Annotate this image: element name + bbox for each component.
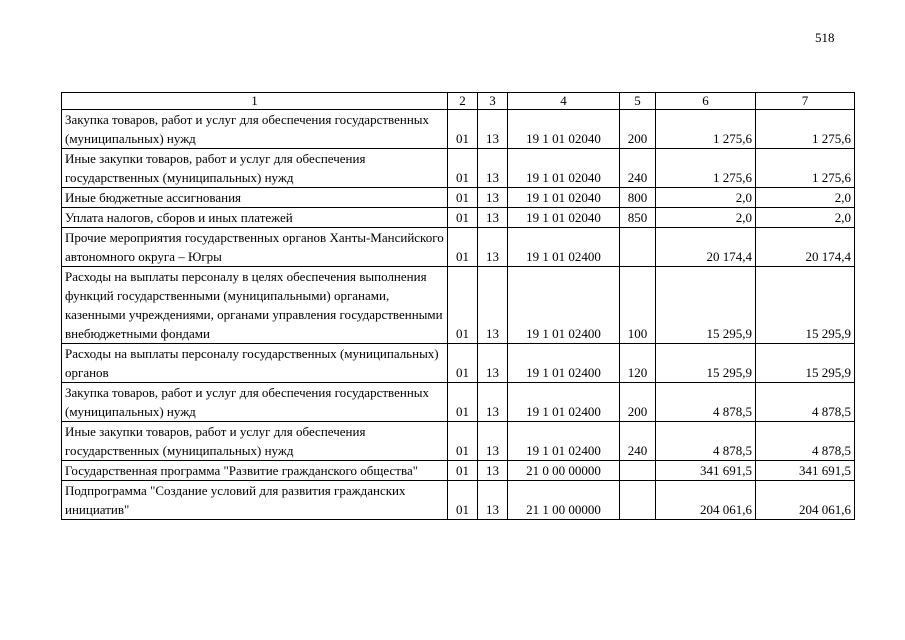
- subsection-code: 13: [478, 188, 508, 208]
- table-header-row: [62, 93, 855, 110]
- target-article-code: 19 1 01 02400: [508, 383, 620, 422]
- header-col-5: 5: [620, 93, 656, 110]
- amount-col-7: 4 878,5: [756, 422, 855, 461]
- section-code: 01: [448, 422, 478, 461]
- amount-col-7: 204 061,6: [756, 481, 855, 520]
- table-row: [62, 422, 855, 461]
- target-article-code: 19 1 01 02040: [508, 110, 620, 149]
- budget-table: [61, 92, 855, 520]
- expense-name: Прочие мероприятия государственных органов Ханты-Мансийского автономного округа – Югры: [62, 228, 448, 267]
- amount-col-7: 2,0: [756, 208, 855, 228]
- section-code: 01: [448, 344, 478, 383]
- amount-col-7: 20 174,4: [756, 228, 855, 267]
- expense-type-code: 240: [620, 422, 656, 461]
- expense-name: Иные закупки товаров, работ и услуг для обеспечения государственных (муниципальных) нужд: [62, 422, 448, 461]
- section-code: 01: [448, 481, 478, 520]
- subsection-code: 13: [478, 461, 508, 481]
- header-col-1: 1: [62, 93, 448, 110]
- expense-type-code: [620, 461, 656, 481]
- header-col-2: 2: [448, 93, 478, 110]
- table-row: [62, 208, 855, 228]
- amount-col-6: 341 691,5: [656, 461, 756, 481]
- subsection-code: 13: [478, 110, 508, 149]
- amount-col-6: 4 878,5: [656, 422, 756, 461]
- target-article-code: 19 1 01 02040: [508, 208, 620, 228]
- amount-col-7: 1 275,6: [756, 110, 855, 149]
- amount-col-6: 2,0: [656, 188, 756, 208]
- subsection-code: 13: [478, 383, 508, 422]
- amount-col-6: 2,0: [656, 208, 756, 228]
- section-code: 01: [448, 267, 478, 344]
- subsection-code: 13: [478, 208, 508, 228]
- expense-type-code: [620, 481, 656, 520]
- expense-type-code: 850: [620, 208, 656, 228]
- section-code: 01: [448, 188, 478, 208]
- expense-type-code: 200: [620, 383, 656, 422]
- subsection-code: 13: [478, 422, 508, 461]
- amount-col-7: 1 275,6: [756, 149, 855, 188]
- expense-name: Уплата налогов, сборов и иных платежей: [62, 208, 448, 228]
- amount-col-6: 15 295,9: [656, 267, 756, 344]
- subsection-code: 13: [478, 267, 508, 344]
- amount-col-7: 4 878,5: [756, 383, 855, 422]
- table-row: [62, 149, 855, 188]
- amount-col-6: 4 878,5: [656, 383, 756, 422]
- expense-type-code: 800: [620, 188, 656, 208]
- page-number: 518: [815, 30, 835, 45]
- expense-type-code: 200: [620, 110, 656, 149]
- amount-col-6: 20 174,4: [656, 228, 756, 267]
- header-col-4: 4: [508, 93, 620, 110]
- target-article-code: 19 1 01 02400: [508, 267, 620, 344]
- amount-col-6: 15 295,9: [656, 344, 756, 383]
- header-col-3: 3: [478, 93, 508, 110]
- expense-type-code: [620, 228, 656, 267]
- expense-name: Иные закупки товаров, работ и услуг для обеспечения государственных (муниципальных) нужд: [62, 149, 448, 188]
- section-code: 01: [448, 110, 478, 149]
- section-code: 01: [448, 228, 478, 267]
- amount-col-7: 341 691,5: [756, 461, 855, 481]
- table-row: [62, 481, 855, 520]
- table-row: [62, 344, 855, 383]
- amount-col-7: 15 295,9: [756, 267, 855, 344]
- header-col-6: 6: [656, 93, 756, 110]
- subsection-code: 13: [478, 344, 508, 383]
- table-row: [62, 188, 855, 208]
- expense-name: Расходы на выплаты персоналу в целях обеспечения выполнения функций государственными (муниципальными) органами, казенными учреждениями, органами управления государственными внебюджетными фондами: [62, 267, 448, 344]
- expense-name: Подпрограмма "Создание условий для развития гражданских инициатив": [62, 481, 448, 520]
- amount-col-6: 204 061,6: [656, 481, 756, 520]
- expense-type-code: 100: [620, 267, 656, 344]
- table-row: [62, 383, 855, 422]
- expense-name: Закупка товаров, работ и услуг для обеспечения государственных (муниципальных) нужд: [62, 110, 448, 149]
- expense-type-code: 240: [620, 149, 656, 188]
- amount-col-6: 1 275,6: [656, 110, 756, 149]
- target-article-code: 21 0 00 00000: [508, 461, 620, 481]
- amount-col-7: 15 295,9: [756, 344, 855, 383]
- amount-col-6: 1 275,6: [656, 149, 756, 188]
- subsection-code: 13: [478, 228, 508, 267]
- target-article-code: 19 1 01 02400: [508, 422, 620, 461]
- expense-type-code: 120: [620, 344, 656, 383]
- section-code: 01: [448, 208, 478, 228]
- expense-name: Иные бюджетные ассигнования: [62, 188, 448, 208]
- target-article-code: 21 1 00 00000: [508, 481, 620, 520]
- header-col-7: 7: [756, 93, 855, 110]
- section-code: 01: [448, 149, 478, 188]
- target-article-code: 19 1 01 02400: [508, 344, 620, 383]
- target-article-code: 19 1 01 02040: [508, 188, 620, 208]
- amount-col-7: 2,0: [756, 188, 855, 208]
- section-code: 01: [448, 383, 478, 422]
- target-article-code: 19 1 01 02400: [508, 228, 620, 267]
- section-code: 01: [448, 461, 478, 481]
- subsection-code: 13: [478, 149, 508, 188]
- expense-name: Закупка товаров, работ и услуг для обеспечения государственных (муниципальных) нужд: [62, 383, 448, 422]
- target-article-code: 19 1 01 02040: [508, 149, 620, 188]
- table-row: [62, 110, 855, 149]
- table-row: [62, 461, 855, 481]
- expense-name: Расходы на выплаты персоналу государственных (муниципальных) органов: [62, 344, 448, 383]
- expense-name: Государственная программа "Развитие гражданского общества": [62, 461, 448, 481]
- table-row: [62, 228, 855, 267]
- table-row: [62, 267, 855, 344]
- subsection-code: 13: [478, 481, 508, 520]
